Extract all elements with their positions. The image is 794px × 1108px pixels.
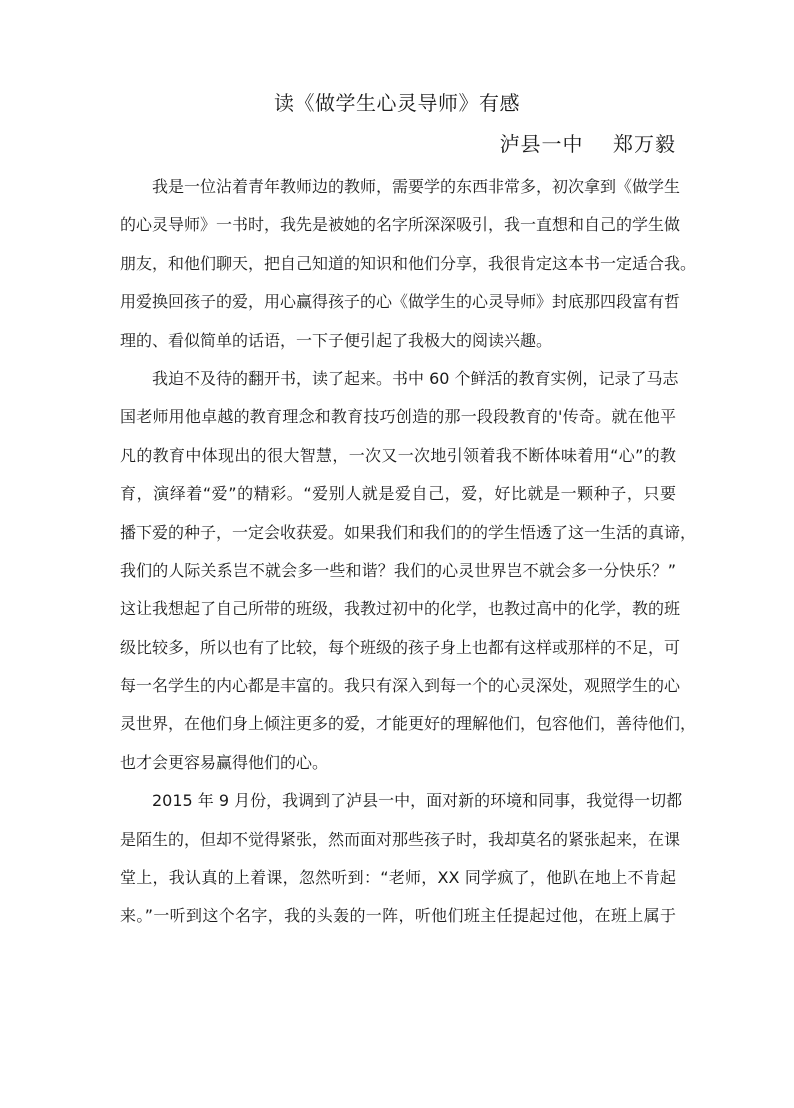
text-line: 育，演绎着“爱”的精彩。“爱别人就是爱自己，爱，好比就是一颗种子，只要 <box>120 484 676 504</box>
document-body <box>120 174 697 942</box>
text-line: 这让我想起了自己所带的班级，我教过初中的化学，也教过高中的化学，教的班 <box>120 599 681 619</box>
text-line: 每一名学生的内心都是丰富的。我只有深入到每一个的心灵深处，观照学生的心 <box>120 676 681 696</box>
paragraph <box>120 788 683 942</box>
text-line: 用爱换回孩子的爱，用心赢得孩子的心《做学生的心灵导师》封底那四段富有哲 <box>120 292 681 312</box>
text-line: 我迫不及待的翻开书，读了起来。书中 60 个鲜活的教育实例，记录了马志 <box>152 368 679 388</box>
text-line: 国老师用他卓越的教育理念和教育技巧创造的那一段段教育的'传奇。就在他平 <box>120 407 676 427</box>
text-line: 朋友，和他们聊天，把自己知道的知识和他们分享，我很肯定这本书一定适合我。 <box>120 253 697 273</box>
text-line: 播下爱的种子，一定会收获爱。如果我们和我们的的学生悟透了这一生活的真谛， <box>120 522 697 542</box>
text-line: 来。”一听到这个名字，我的头轰的一阵，听他们班主任提起过他，在班上属于 <box>120 906 676 926</box>
text-line: 理的、看似简单的话语，一下子便引起了我极大的阅读兴趣。 <box>120 330 553 350</box>
paragraph <box>120 366 697 788</box>
author-byline: 泸县一中 郑万毅 <box>499 132 676 156</box>
text-line: 我是一位沾着青年教师边的教师，需要学的东西非常多，初次拿到《做学生 <box>152 177 681 196</box>
text-line: 是陌生的，但却不觉得紧张，然而面对那些孩子时，我却莫名的紧张起来，在课 <box>120 829 681 849</box>
text-line: 堂上，我认真的上着课，忽然听到：“老师，XX 同学疯了，他趴在地上不肯起 <box>120 868 676 888</box>
text-line: 级比较多，所以也有了比较，每个班级的孩子身上也都有这样或那样的不足，可 <box>120 637 681 657</box>
text-line: 2015 年 9 月份，我调到了泸县一中，面对新的环境和同事，我觉得一切都 <box>152 791 683 811</box>
paragraph <box>120 174 697 366</box>
text-line: 也才会更容易赢得他们的心。 <box>120 752 329 772</box>
document-title: 读《做学生心灵导师》有感 <box>274 91 520 115</box>
text-line: 我们的人际关系岂不就会多一些和谐？我们的心灵世界岂不就会多一分快乐？” <box>120 560 676 580</box>
text-line: 灵世界，在他们身上倾注更多的爱，才能更好的理解他们，包容他们，善待他们， <box>120 714 697 734</box>
text-line: 的心灵导师》一书时，我先是被她的名字所深深吸引，我一直想和自己的学生做 <box>120 215 681 235</box>
text-line: 凡的教育中体现出的很大智慧，一次又一次地引领着我不断体味着用“心”的教 <box>120 445 676 465</box>
